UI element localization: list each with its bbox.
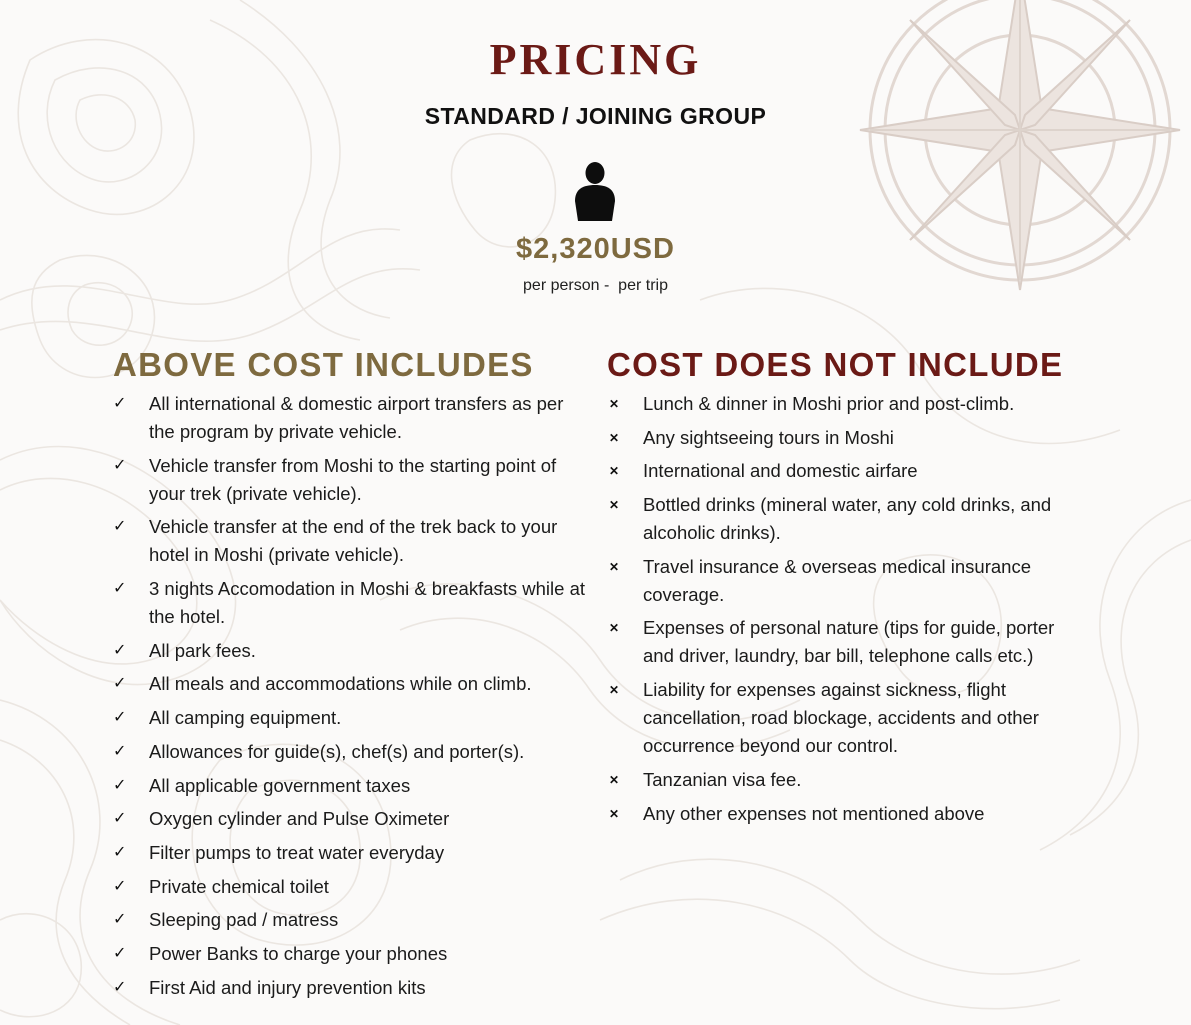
package-subtitle: STANDARD / JOINING GROUP bbox=[424, 103, 767, 129]
list-item bbox=[113, 704, 593, 732]
list-item bbox=[607, 766, 1087, 794]
list-item-text: Allowances for guide(s), chef(s) and porter(s). bbox=[149, 740, 525, 762]
list-item-text: Expenses of personal nature (tips for guide, porter and driver, laundry, bar bill, telephone calls etc.) bbox=[643, 617, 1055, 667]
person-icon bbox=[571, 161, 619, 223]
checkmark-icon: ✓ bbox=[113, 978, 127, 996]
list-item bbox=[607, 390, 1087, 418]
includes-heading: ABOVE COST INCLUDES bbox=[113, 346, 534, 383]
checkmark-icon: ✓ bbox=[113, 675, 127, 693]
list-item bbox=[607, 676, 1087, 760]
list-item-text: All camping equipment. bbox=[149, 707, 342, 729]
list-item bbox=[607, 614, 1087, 670]
list-item-text: Any sightseeing tours in Moshi bbox=[643, 426, 894, 448]
list-item-text: All applicable government taxes bbox=[149, 774, 411, 796]
cross-icon: ✕ bbox=[609, 806, 620, 821]
cross-icon: ✕ bbox=[609, 464, 620, 479]
checkmark-icon: ✓ bbox=[113, 944, 127, 962]
checkmark-icon: ✓ bbox=[113, 911, 127, 929]
list-item-text: Any other expenses not mentioned above bbox=[643, 802, 985, 824]
includes-list bbox=[113, 390, 593, 1007]
list-item-text: Sleeping pad / matress bbox=[149, 909, 339, 931]
list-item-text: 3 nights Accomodation in Moshi & breakfasts while at the hotel. bbox=[149, 578, 586, 628]
list-item bbox=[113, 772, 593, 800]
list-item bbox=[113, 637, 593, 665]
checkmark-icon: ✓ bbox=[113, 877, 127, 895]
list-item-text: All international & domestic airport transfers as per the program by private vehicle. bbox=[149, 393, 564, 442]
checkmark-icon: ✓ bbox=[113, 518, 127, 536]
list-item-text: Filter pumps to treat water everyday bbox=[149, 841, 445, 863]
list-item bbox=[607, 491, 1087, 547]
list-item bbox=[113, 974, 593, 1002]
list-item bbox=[113, 839, 593, 867]
checkmark-icon: ✓ bbox=[113, 776, 127, 794]
list-item-text: All meals and accommodations while on climb. bbox=[149, 673, 532, 695]
list-item bbox=[113, 906, 593, 934]
checkmark-icon: ✓ bbox=[113, 580, 127, 598]
excludes-list bbox=[607, 390, 1087, 833]
cross-icon: ✕ bbox=[609, 621, 620, 636]
checkmark-icon: ✓ bbox=[113, 742, 127, 760]
cross-icon: ✕ bbox=[609, 559, 620, 574]
list-item bbox=[607, 457, 1087, 485]
list-item-text: Tanzanian visa fee. bbox=[643, 768, 802, 790]
list-item-text: All park fees. bbox=[149, 639, 256, 661]
checkmark-icon: ✓ bbox=[113, 709, 127, 727]
list-item-text: Liability for expenses against sickness, flight cancellation, road blockage, accidents and other occurrence beyond our control. bbox=[643, 679, 1039, 757]
list-item-text: Travel insurance & overseas medical insurance coverage. bbox=[643, 555, 1031, 605]
list-item bbox=[113, 670, 593, 698]
list-item bbox=[113, 805, 593, 833]
list-item-text: First Aid and injury prevention kits bbox=[149, 976, 426, 998]
checkmark-icon: ✓ bbox=[113, 395, 127, 412]
list-item bbox=[113, 940, 593, 968]
excludes-heading: COST DOES NOT INCLUDE bbox=[607, 346, 1064, 383]
list-item-text: Vehicle transfer from Moshi to the starting point of your trek (private vehicle). bbox=[149, 454, 557, 504]
cross-icon: ✕ bbox=[609, 498, 620, 513]
list-item bbox=[607, 424, 1087, 452]
list-item-text: Vehicle transfer at the end of the trek back to your hotel in Moshi (private vehicle). bbox=[149, 516, 558, 566]
cross-icon: ✕ bbox=[609, 397, 620, 411]
list-item bbox=[113, 873, 593, 901]
list-item bbox=[607, 553, 1087, 609]
list-item bbox=[113, 513, 593, 569]
list-item-text: Bottled drinks (mineral water, any cold drinks, and alcoholic drinks). bbox=[643, 494, 1052, 544]
list-item bbox=[607, 800, 1087, 828]
list-item-text: Power Banks to charge your phones bbox=[149, 942, 448, 964]
list-item-text: Lunch & dinner in Moshi prior and post-climb. bbox=[643, 393, 1015, 414]
checkmark-icon: ✓ bbox=[113, 810, 127, 828]
cross-icon: ✕ bbox=[609, 430, 620, 445]
page-title: PRICING bbox=[489, 35, 702, 84]
list-item-text: Oxygen cylinder and Pulse Oximeter bbox=[149, 808, 450, 830]
list-item-text: International and domestic airfare bbox=[643, 460, 918, 482]
checkmark-icon: ✓ bbox=[113, 456, 127, 474]
price-note: per person - per trip bbox=[523, 277, 668, 294]
list-item bbox=[113, 452, 593, 508]
checkmark-icon: ✓ bbox=[113, 641, 127, 659]
list-item-text: Private chemical toilet bbox=[149, 875, 329, 897]
cross-icon: ✕ bbox=[609, 683, 620, 698]
list-item bbox=[113, 390, 593, 446]
price-value: $2,320USD bbox=[516, 233, 675, 265]
checkmark-icon: ✓ bbox=[113, 843, 127, 861]
cross-icon: ✕ bbox=[609, 772, 620, 787]
list-item bbox=[113, 738, 593, 766]
list-item bbox=[113, 575, 593, 631]
